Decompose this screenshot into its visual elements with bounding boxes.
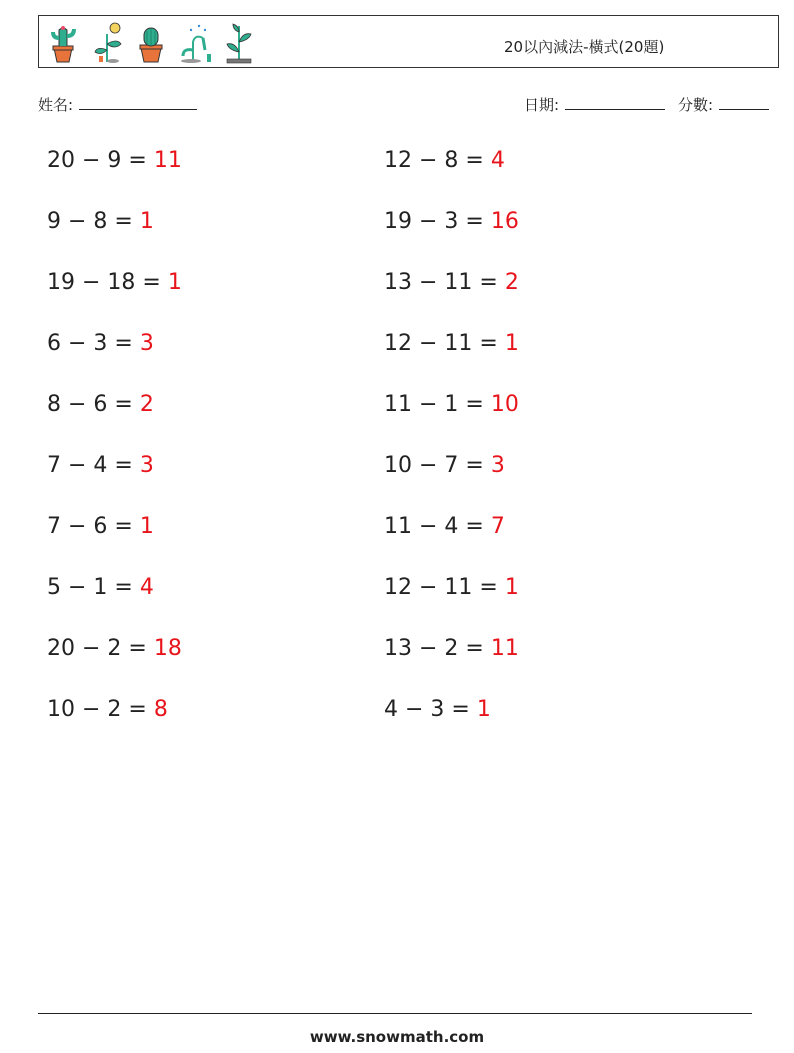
score-label: 分數: bbox=[678, 96, 714, 114]
watered-plant-icon bbox=[177, 20, 213, 64]
problem-answer: 3 bbox=[139, 331, 154, 356]
problem-answer: 11 bbox=[153, 148, 182, 173]
problem-question: 7 − 4 = bbox=[47, 453, 133, 478]
problem-answer: 3 bbox=[490, 453, 505, 478]
problem-question: 10 − 7 = bbox=[384, 453, 484, 478]
problem-left-1 bbox=[47, 148, 182, 173]
problem-answer: 10 bbox=[490, 392, 519, 417]
problem-right-3 bbox=[384, 270, 519, 295]
score-field bbox=[678, 94, 769, 115]
problem-question: 5 − 1 = bbox=[47, 575, 133, 600]
problem-question: 12 − 11 = bbox=[384, 575, 498, 600]
problem-question: 12 − 11 = bbox=[384, 331, 498, 356]
problem-question: 19 − 18 = bbox=[47, 270, 161, 295]
problem-question: 13 − 2 = bbox=[384, 636, 484, 661]
problem-answer: 4 bbox=[139, 575, 154, 600]
sprout-icon bbox=[221, 20, 257, 64]
problem-question: 9 − 8 = bbox=[47, 209, 133, 234]
problem-question: 11 − 1 = bbox=[384, 392, 484, 417]
potted-cactus-icon bbox=[133, 20, 169, 64]
problem-answer: 2 bbox=[504, 270, 519, 295]
plant-icons bbox=[45, 20, 257, 64]
problem-answer: 7 bbox=[490, 514, 505, 539]
problem-answer: 18 bbox=[153, 636, 182, 661]
date-field bbox=[524, 94, 665, 115]
problem-right-9 bbox=[384, 636, 519, 661]
problem-question: 8 − 6 = bbox=[47, 392, 133, 417]
problem-answer: 1 bbox=[476, 697, 491, 722]
problem-answer: 8 bbox=[153, 697, 168, 722]
name-field bbox=[38, 94, 197, 115]
footer-divider bbox=[38, 1013, 752, 1014]
problem-question: 20 − 9 = bbox=[47, 148, 147, 173]
problem-answer: 1 bbox=[139, 209, 154, 234]
problem-left-5 bbox=[47, 392, 154, 417]
date-label: 日期: bbox=[524, 96, 560, 114]
problem-question: 20 − 2 = bbox=[47, 636, 147, 661]
problem-right-1 bbox=[384, 148, 505, 173]
footer-url: www.snowmath.com bbox=[309, 1028, 485, 1046]
name-label: 姓名: bbox=[38, 96, 74, 114]
problem-right-8 bbox=[384, 575, 519, 600]
header-box bbox=[38, 15, 779, 68]
problem-answer: 1 bbox=[504, 331, 519, 356]
problem-answer: 11 bbox=[490, 636, 519, 661]
problem-question: 11 − 4 = bbox=[384, 514, 484, 539]
problem-answer: 1 bbox=[504, 575, 519, 600]
cactus-icon bbox=[45, 20, 81, 64]
flowering-plant-icon bbox=[89, 20, 125, 64]
problem-left-8 bbox=[47, 575, 154, 600]
problem-question: 7 − 6 = bbox=[47, 514, 133, 539]
problem-answer: 1 bbox=[167, 270, 182, 295]
problem-left-3 bbox=[47, 270, 182, 295]
problem-question: 4 − 3 = bbox=[384, 697, 470, 722]
problem-right-7 bbox=[384, 514, 505, 539]
problem-right-10 bbox=[384, 697, 491, 722]
score-blank-line[interactable] bbox=[719, 96, 769, 110]
problem-question: 12 − 8 = bbox=[384, 148, 484, 173]
problem-left-6 bbox=[47, 453, 154, 478]
sheet-title: 20以內減法-橫式(20題) bbox=[504, 38, 665, 56]
problem-left-2 bbox=[47, 209, 154, 234]
problem-left-10 bbox=[47, 697, 168, 722]
problem-answer: 4 bbox=[490, 148, 505, 173]
problem-right-4 bbox=[384, 331, 519, 356]
problem-question: 10 − 2 = bbox=[47, 697, 147, 722]
problem-answer: 1 bbox=[139, 514, 154, 539]
problem-answer: 3 bbox=[139, 453, 154, 478]
problem-left-7 bbox=[47, 514, 154, 539]
problem-right-5 bbox=[384, 392, 519, 417]
problem-left-9 bbox=[47, 636, 182, 661]
name-blank-line[interactable] bbox=[79, 96, 197, 110]
problem-question: 6 − 3 = bbox=[47, 331, 133, 356]
problem-left-4 bbox=[47, 331, 154, 356]
problem-right-2 bbox=[384, 209, 519, 234]
problem-right-6 bbox=[384, 453, 505, 478]
problem-answer: 2 bbox=[139, 392, 154, 417]
date-blank-line[interactable] bbox=[565, 96, 665, 110]
problem-answer: 16 bbox=[490, 209, 519, 234]
problem-question: 13 − 11 = bbox=[384, 270, 498, 295]
problem-question: 19 − 3 = bbox=[384, 209, 484, 234]
